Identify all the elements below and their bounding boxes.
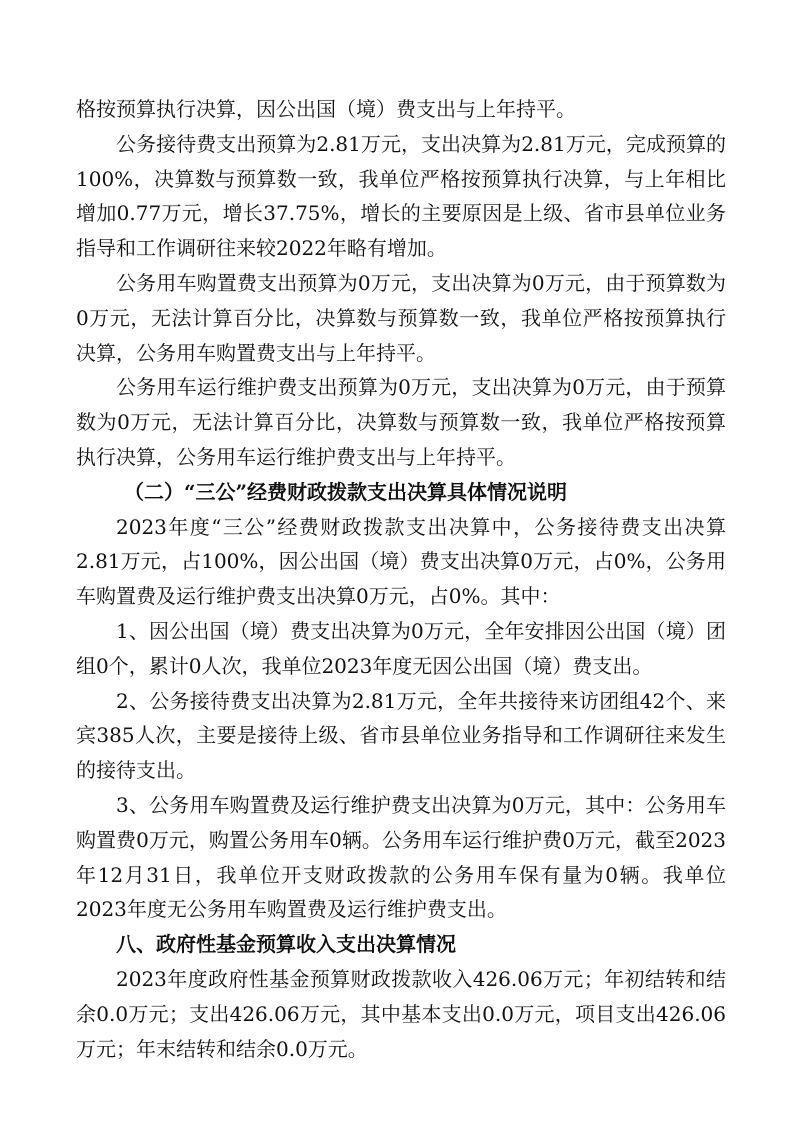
document-body <box>76 92 726 1066</box>
paragraph-vehicle-maintenance: 公务用车运行维护费支出预算为0万元，支出决算为0万元，由于预算数为0万元，无法计算百分比，决算数与预算数一致，我单位严格按预算执行决算，公务用车运行维护费支出与上年持平。 <box>76 375 726 469</box>
paragraph-vehicle-purchase: 公务用车购置费支出预算为0万元，支出决算为0万元，由于预算数为0万元，无法计算百分比，决算数与预算数一致，我单位严格按预算执行决算，公务用车购置费支出与上年持平。 <box>76 270 726 365</box>
paragraph-reception-budget: 公务接待费支出预算为2.81万元，支出决算为2.81万元，完成预算的100%，决算数与预算数一致，我单位严格按预算执行决算，与上年相比增加0.77万元，增长37.75%，增长的主要原因是上级、省市县单位业务指导和工作调研往来较2022年略有增加。 <box>76 131 726 261</box>
paragraph-item-3: 3、公务用车购置费及运行维护费支出决算为0万元，其中：公务用车购置费0万元，购置公务用车0辆。公务用车运行维护费0万元，截至2023年12月31日，我单位开支财政拨款的公务用车保有量为0辆。我单位2023年度无公务用车购置费及运行维护费支出。 <box>76 792 726 922</box>
section-heading-three-public: （二）“三公”经费财政拨款支出决算具体情况说明 <box>124 479 568 504</box>
paragraph-item-2: 2、公务接待费支出决算为2.81万元，全年共接待来访团组42个、来宾385人次，主要是接待上级、省市县单位业务指导和工作调研往来发生的接待支出。 <box>76 688 726 783</box>
paragraph-three-public-summary: 2023年度“三公”经费财政拨款支出决算中，公务接待费支出决算2.81万元，占100%，因公出国（境）费支出决算0万元，占0%，公务用车购置费及运行维护费支出决算0万元，占0%。其中： <box>76 514 726 609</box>
paragraph-item-1: 1、因公出国（境）费支出决算为0万元，全年安排因公出国（境）团组0个，累计0人次，我单位2023年度无因公出国（境）费支出。 <box>76 618 726 678</box>
paragraph-continuation: 格按预算执行决算，因公出国（境）费支出与上年持平。 <box>76 97 576 121</box>
section-heading-government-fund: 八、政府性基金预算收入支出决算情况 <box>116 932 456 957</box>
paragraph-government-fund: 2023年度政府性基金预算财政拨款收入426.06万元；年初结转和结余0.0万元；支出426.06万元，其中基本支出0.0万元，项目支出426.06万元；年末结转和结余0.0万元。 <box>76 966 726 1061</box>
